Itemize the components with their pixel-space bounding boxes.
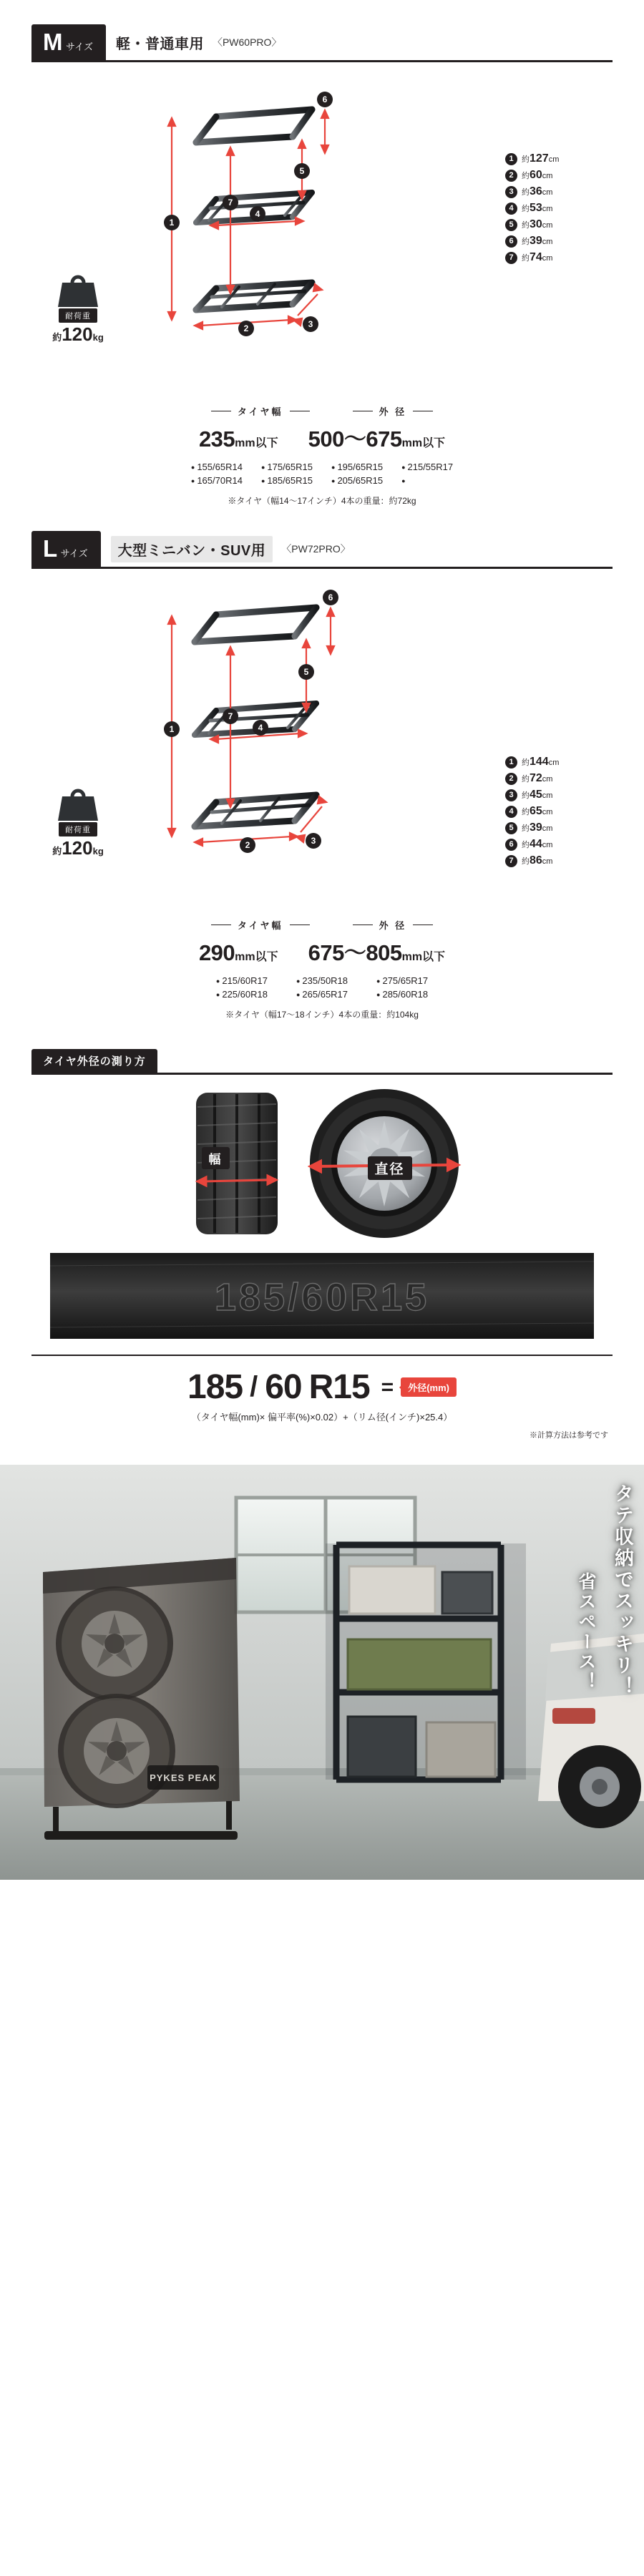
measurement-value: 約36cm — [522, 185, 553, 197]
measurement-row — [505, 854, 613, 867]
tire-size-item: ● 195/65R15 — [331, 462, 383, 472]
measurement-value: 約86cm — [522, 854, 553, 867]
tire-size-grid-m — [31, 462, 613, 486]
spec-value-width: 290mm以下 — [198, 940, 278, 965]
size-badge-l — [31, 531, 101, 567]
measurement-value: 約30cm — [522, 218, 553, 230]
tire-size-item: ● 205/65R15 — [331, 475, 383, 486]
measurement-row — [505, 152, 613, 165]
measurement-row — [505, 756, 613, 769]
how-to-measure-header — [31, 1049, 613, 1075]
measurement-value: 約65cm — [522, 805, 553, 817]
callout-number: 6 — [505, 235, 517, 248]
callout-number: 3 — [505, 186, 517, 198]
size-title-wrap-l — [101, 531, 613, 567]
weight-icon — [55, 271, 101, 308]
callout-number: 2 — [505, 773, 517, 785]
measurement-row — [505, 838, 613, 851]
rack-diagram-l — [31, 573, 613, 917]
spec-value-diameter: 675〜805mm以下 — [308, 940, 446, 965]
callout-space-saving: 省スペース！ — [576, 1572, 596, 1692]
tire-size-item-empty — [401, 475, 453, 486]
spec-values-l — [31, 935, 613, 967]
measurement-row — [505, 821, 613, 834]
svg-text:1: 1 — [169, 218, 175, 228]
size-badge-letter: M — [43, 29, 63, 55]
measurement-value: 約39cm — [522, 235, 553, 247]
spec-value-width: 235mm以下 — [198, 426, 278, 452]
tire-sidewall-photo — [31, 1253, 613, 1339]
load-capacity-number: 120 — [62, 837, 93, 859]
load-capacity-badge-l — [36, 785, 120, 858]
load-capacity-badge-m — [36, 271, 120, 344]
svg-text:4: 4 — [258, 723, 263, 733]
spec-header-diameter: 外 径 — [353, 404, 434, 418]
svg-text:6: 6 — [328, 592, 333, 602]
size-section-m — [0, 24, 644, 507]
measurement-row — [505, 772, 613, 785]
load-capacity-value-m — [36, 325, 120, 344]
sidewall-marking-image — [50, 1253, 594, 1339]
svg-text:1: 1 — [169, 724, 175, 734]
spec-header-width: タイヤ幅 — [211, 918, 310, 932]
tire-size-item: ● 165/70R14 — [191, 475, 243, 486]
measurement-value: 約39cm — [522, 821, 553, 834]
svg-text:5: 5 — [299, 166, 305, 176]
formula-note: ※計算方法は参考です — [530, 1431, 608, 1440]
spec-headers-m — [31, 404, 613, 418]
callout-number: 4 — [505, 203, 517, 215]
measurement-value: 約44cm — [522, 838, 553, 850]
size-model-m: 〈PW60PRO〉 — [212, 36, 282, 48]
measurement-row — [505, 235, 613, 248]
spec-table-l — [31, 918, 613, 1020]
size-section-l — [0, 531, 644, 1020]
measurement-value: 約45cm — [522, 789, 553, 801]
tire-size-item: ● 265/65R17 — [296, 989, 348, 1000]
garage-scene-image — [0, 1465, 644, 1880]
svg-text:PYKES PEAK: PYKES PEAK — [150, 1772, 217, 1783]
tire-size-item: ● 215/60R17 — [216, 975, 268, 986]
svg-text:4: 4 — [255, 209, 260, 219]
measurement-row — [505, 169, 613, 182]
spec-header-diameter: 外 径 — [353, 918, 434, 932]
spec-value-diameter: 500〜675mm以下 — [308, 426, 446, 452]
diameter-formula — [31, 1355, 613, 1440]
how-to-measure-title: タイヤ外径の測り方 — [31, 1049, 157, 1073]
size-badge-suffix: サイズ — [60, 548, 88, 559]
load-capacity-unit: kg — [92, 846, 104, 857]
load-capacity-unit: kg — [92, 332, 104, 343]
load-capacity-label: 耐荷重 — [59, 822, 97, 836]
size-badge-m — [31, 24, 106, 60]
tire-size-item: ● 235/50R18 — [296, 975, 348, 986]
size-header-l — [31, 531, 613, 569]
divider — [31, 1073, 613, 1075]
measurement-row — [505, 805, 613, 818]
measurement-value: 約53cm — [522, 202, 553, 214]
load-capacity-number: 120 — [62, 323, 93, 345]
measurement-row — [505, 185, 613, 198]
rack-diagram-m — [31, 67, 613, 403]
size-title-l: 大型ミニバン・SUV用 — [111, 536, 273, 562]
callout-number: 7 — [505, 855, 517, 867]
callout-number: 5 — [505, 822, 517, 834]
measurement-value: 約74cm — [522, 251, 553, 263]
formula-aspect: 60 — [265, 1368, 302, 1406]
measurement-row — [505, 218, 613, 231]
formula-width: 185 — [187, 1368, 243, 1406]
callout-number: 4 — [505, 806, 517, 818]
diameter-label: 直径 — [368, 1156, 412, 1180]
svg-text:5: 5 — [303, 667, 309, 677]
svg-text:185/60R15: 185/60R15 — [214, 1276, 430, 1319]
callout-number: 2 — [505, 170, 517, 182]
callout-number: 6 — [505, 839, 517, 851]
width-label: 幅 — [202, 1147, 230, 1169]
tire-photo-row — [31, 1088, 613, 1243]
product-spec-page — [0, 24, 644, 1880]
tire-size-item: ● 275/65R17 — [376, 975, 428, 986]
formula-slash: / — [250, 1371, 258, 1402]
svg-text:2: 2 — [245, 840, 250, 850]
weight-icon — [55, 785, 101, 822]
how-to-measure-section — [0, 1049, 644, 1440]
size-badge-letter: L — [43, 535, 58, 562]
tire-size-item: ● 185/65R15 — [261, 475, 313, 486]
callout-number: 5 — [505, 219, 517, 231]
svg-text:3: 3 — [311, 836, 316, 846]
measurement-row — [505, 202, 613, 215]
spec-headers-l — [31, 918, 613, 932]
weight-note-m: ※タイヤ（幅14〜17インチ）4本の重量：約72kg — [228, 496, 416, 506]
weight-note-l: ※タイヤ（幅17〜18インチ）4本の重量：約104kg — [225, 1010, 419, 1020]
svg-text:3: 3 — [308, 319, 313, 329]
measurement-row — [505, 789, 613, 801]
measurement-row — [505, 251, 613, 264]
measurement-list-m — [505, 152, 613, 268]
callout-number: 7 — [505, 252, 517, 264]
tire-size-item: ● 175/65R15 — [261, 462, 313, 472]
load-capacity-prefix: 約 — [52, 332, 62, 343]
size-title-wrap-m — [106, 24, 613, 60]
lifestyle-photo — [0, 1465, 644, 1880]
load-capacity-value-l — [36, 839, 120, 858]
svg-text:6: 6 — [322, 94, 328, 104]
formula-expression — [31, 1367, 613, 1407]
measurement-value: 約72cm — [522, 772, 553, 784]
formula-rim: R15 — [308, 1368, 370, 1406]
tire-size-item: ● 225/60R18 — [216, 989, 268, 1000]
spec-header-width: タイヤ幅 — [211, 404, 310, 418]
rack-illustration-l — [132, 580, 439, 909]
spec-values-m — [31, 421, 613, 453]
tire-width-photo — [183, 1088, 291, 1242]
callout-number: 1 — [505, 153, 517, 165]
spec-table-m — [31, 404, 613, 507]
load-capacity-label: 耐荷重 — [59, 308, 97, 323]
callout-number: 3 — [505, 789, 517, 801]
callout-number: 1 — [505, 756, 517, 769]
svg-text:7: 7 — [228, 711, 233, 721]
formula-equals: = — [381, 1375, 394, 1399]
tire-size-grid-l — [31, 975, 613, 1000]
tire-size-item: ● 215/55R17 — [401, 462, 453, 472]
size-header-m — [31, 24, 613, 62]
measurement-value: 約144cm — [522, 756, 560, 768]
measurement-value: 約60cm — [522, 169, 553, 181]
tire-diameter-photo — [308, 1088, 462, 1243]
formula-result-badge: 外径(mm) — [401, 1377, 457, 1397]
measurement-value: 約127cm — [522, 152, 560, 165]
size-title-m: 軽・普通車用 — [115, 36, 204, 52]
size-badge-suffix: サイズ — [66, 42, 93, 52]
rack-illustration-m — [132, 74, 439, 389]
svg-text:2: 2 — [243, 323, 249, 333]
measurement-list-l — [505, 756, 613, 871]
callout-vertical-storage: タテ収納でスッキリ！ — [612, 1483, 633, 1698]
tire-size-item: ● 285/60R18 — [376, 989, 428, 1000]
load-capacity-prefix: 約 — [52, 846, 62, 857]
tire-size-item: ● 155/65R14 — [191, 462, 243, 472]
formula-legend: （タイヤ幅(mm)× 偏平率(%)×0.02）+（リム径(インチ)×25.4） — [191, 1412, 453, 1423]
tire-tread-image — [183, 1088, 291, 1239]
size-model-l: 〈PW72PRO〉 — [281, 543, 351, 555]
svg-text:7: 7 — [228, 197, 233, 208]
